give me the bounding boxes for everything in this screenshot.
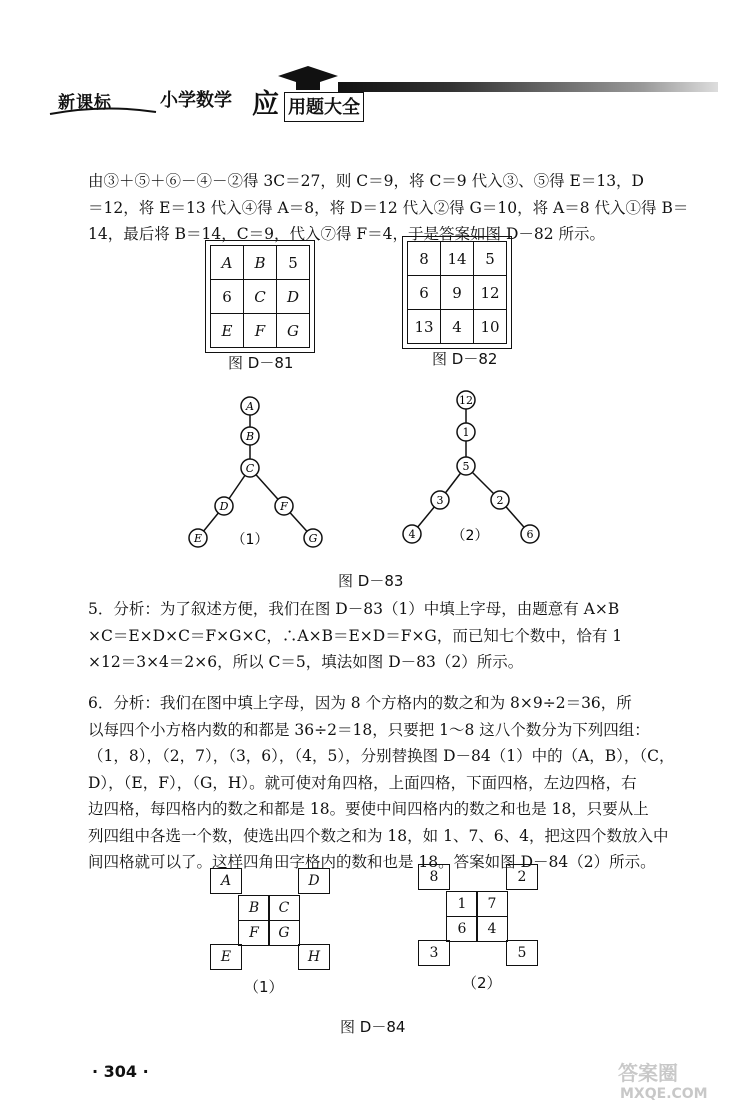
figure-d82-caption: 图 D－82 — [432, 350, 498, 368]
svg-text:4: 4 — [408, 528, 416, 541]
svg-text:C: C — [245, 462, 255, 475]
text-line: 列四组中各选一个数，使选出四个数之和为 18，如 1、7、6、4，把这四个数放入中 — [88, 826, 669, 845]
series-name: 新课标 — [58, 93, 112, 113]
text-line: 以每四个小方格内数的和都是 36÷2＝18，只要把 1～8 这八个数分为下列四组： — [88, 720, 650, 739]
grid-cell: 4 — [476, 916, 508, 942]
grid-cell: B — [238, 895, 270, 921]
svg-text:3: 3 — [436, 494, 444, 507]
grid-cell: 8 — [408, 242, 441, 276]
grid-cell: C — [244, 280, 277, 314]
svg-text:5: 5 — [462, 460, 470, 473]
grid-cell: 9 — [441, 276, 474, 310]
tree-left-label: （1） — [231, 532, 269, 548]
figure-d84-right-label: （2） — [462, 974, 502, 992]
text-line: 由③＋⑤＋⑥－④－②得 3C＝27，则 C＝9，将 C＝9 代入③、⑤得 E＝13，D — [88, 172, 644, 190]
text-line: 间四格就可以了。这样四角田字格内的数和也是 18。答案如图 D－84（2）所示。 — [88, 853, 656, 871]
tree-node — [521, 525, 539, 543]
grid-cell: E — [211, 314, 244, 348]
figure-d82-grid — [402, 236, 512, 349]
svg-text:A: A — [246, 400, 254, 413]
grid-cell: 6 — [408, 276, 441, 310]
solution-paragraph-1 — [88, 168, 689, 248]
svg-text:2: 2 — [496, 494, 504, 507]
text-line: D），（E，F），（G，H）。就可使对角四格，上面四格，下面四格，左边四格，右 — [88, 773, 637, 792]
grid-cell: D — [298, 868, 330, 894]
svg-text:MXQE.COM: MXQE.COM — [620, 1086, 708, 1102]
svg-text:F: F — [280, 500, 288, 513]
tree-node — [241, 459, 259, 477]
svg-text:D: D — [219, 500, 229, 513]
tree-node — [491, 491, 509, 509]
grid-cell: 7 — [476, 891, 508, 917]
analysis-paragraph-5 — [88, 596, 678, 676]
grid-cell: 5 — [506, 940, 538, 966]
tree-node — [403, 525, 421, 543]
grid-cell: 8 — [418, 864, 450, 890]
text-line: ×C＝E×D×C＝F×G×C，∴A×B＝E×D＝F×G，而已知七个数中，恰有 1 — [88, 626, 623, 645]
tree-node — [304, 529, 322, 547]
subject-title: 小学数学 — [160, 90, 232, 111]
text-line: 6．分析：我们在图中填上字母，因为 8 个方格内的数之和为 8×9÷2＝36，所 — [88, 694, 632, 712]
grid-cell: 5 — [277, 246, 310, 280]
grid-cell: B — [244, 246, 277, 280]
tree-node — [189, 529, 207, 547]
grid-table — [210, 245, 310, 348]
grid-cell: 10 — [474, 310, 507, 344]
svg-text:G: G — [308, 532, 318, 545]
page-number: · 304 · — [92, 1062, 149, 1081]
grid-cell: 6 — [211, 280, 244, 314]
grid-cell: F — [244, 314, 277, 348]
tree-node — [241, 427, 259, 445]
tree-node — [457, 457, 475, 475]
figure-d83-trees — [150, 388, 610, 558]
grid-cell: 3 — [418, 940, 450, 966]
tree-node — [457, 423, 475, 441]
grid-cell: 1 — [446, 891, 478, 917]
grid-cell: A — [211, 246, 244, 280]
header-gradient-bar — [338, 82, 718, 92]
grid-cell: A — [210, 868, 242, 894]
tree-node — [431, 491, 449, 509]
svg-text:B: B — [245, 430, 255, 443]
svg-text:12: 12 — [459, 394, 473, 407]
graduation-cap-icon — [268, 64, 348, 94]
text-line: ＝12，将 E＝13 代入④得 A＝8，将 D＝12 代入②得 G＝10，将 A＝8 代入①得 B＝ — [88, 198, 689, 217]
svg-text:1: 1 — [462, 426, 470, 439]
tree-right-label: （2） — [451, 528, 489, 544]
grid-cell: E — [210, 944, 242, 970]
grid-cell: G — [268, 920, 300, 946]
grid-cell: G — [277, 314, 310, 348]
grid-cell: 4 — [441, 310, 474, 344]
figure-d84-left-label: （1） — [244, 978, 284, 996]
figure-d81-grid — [205, 240, 315, 353]
figure-d83-caption: 图 D－83 — [338, 572, 404, 590]
tree-node — [215, 497, 233, 515]
grid-cell: 5 — [474, 242, 507, 276]
tree-node — [241, 397, 259, 415]
analysis-paragraph-6 — [88, 690, 678, 876]
svg-text:E: E — [193, 532, 203, 545]
tree-node — [275, 497, 293, 515]
grid-cell: 6 — [446, 916, 478, 942]
book-header — [48, 78, 708, 130]
svg-text:答案圈: 答案圈 — [618, 1061, 678, 1085]
grid-cell: 14 — [441, 242, 474, 276]
book-title-rest: 用题大全 — [284, 92, 364, 122]
book-title-big-char: 应 — [252, 89, 279, 120]
svg-text:6: 6 — [526, 528, 534, 541]
text-line: 边四格，每四格内的数之和都是 18。要使中间四格内的数之和也是 18，只要从上 — [88, 800, 649, 818]
swoosh-decoration — [48, 106, 158, 118]
grid-cell: C — [268, 895, 300, 921]
watermark-logo — [610, 1058, 740, 1102]
grid-cell: 13 — [408, 310, 441, 344]
text-line: （1，8），（2，7），（3，6），（4，5），分别替换图 D－84（1）中的（A，B），（C， — [88, 747, 675, 765]
figure-d81-caption: 图 D－81 — [228, 354, 294, 372]
grid-table — [407, 241, 507, 344]
grid-cell: D — [277, 280, 310, 314]
grid-cell: F — [238, 920, 270, 946]
text-line: 5．分析：为了叙述方便，我们在图 D－83（1）中填上字母，由题意有 A×B — [88, 600, 620, 618]
grid-cell: 12 — [474, 276, 507, 310]
grid-cell: H — [298, 944, 330, 970]
text-line: ×12＝3×4＝2×6，所以 C＝5，填法如图 D－83（2）所示。 — [88, 653, 524, 671]
text-line: 14，最后将 B＝14，C＝9，代入⑦得 F＝4，于是答案如图 D－82 所示。 — [88, 225, 606, 243]
tree-node — [457, 391, 475, 409]
grid-cell: 2 — [506, 864, 538, 890]
figure-d84-caption: 图 D－84 — [340, 1018, 406, 1036]
